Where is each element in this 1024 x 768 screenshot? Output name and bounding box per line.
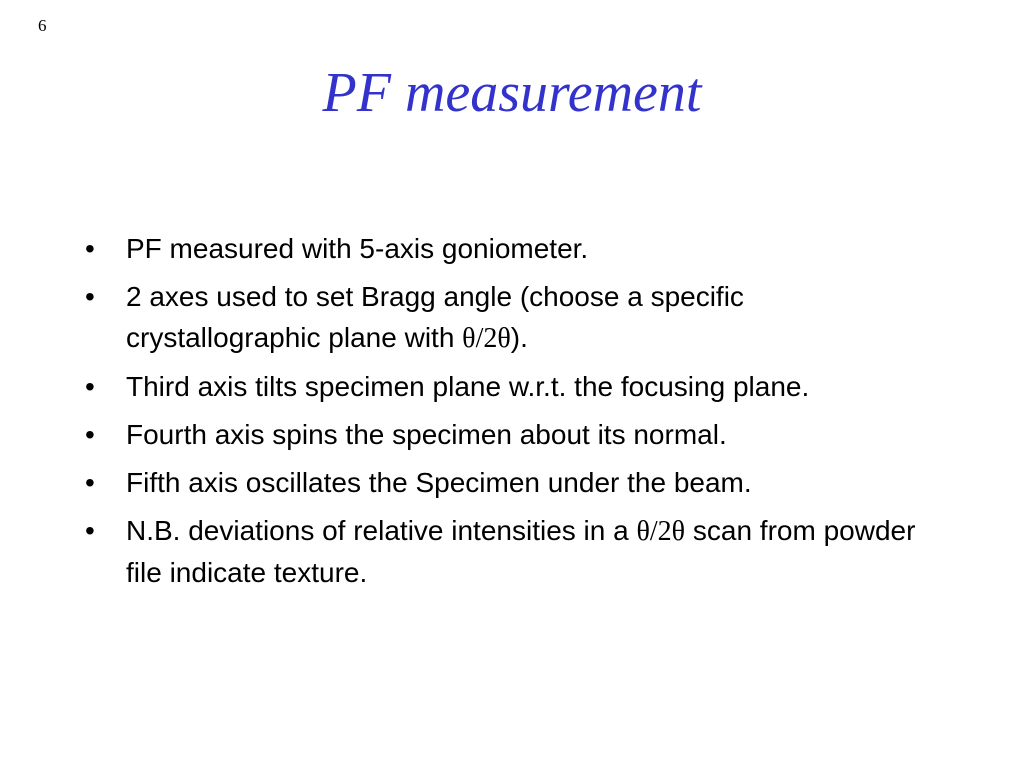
bullet-text xyxy=(126,414,945,455)
bullet-icon: • xyxy=(85,467,95,498)
bullet-icon: • xyxy=(85,371,95,402)
bullet-item xyxy=(85,510,945,593)
bullet-text xyxy=(126,366,945,407)
bullet-icon: • xyxy=(85,233,95,264)
bullet-text-main: Third axis tilts specimen plane w.r.t. the focusing plane. xyxy=(126,371,810,402)
bullet-text xyxy=(126,276,945,359)
bullet-list xyxy=(85,228,945,600)
bullet-text xyxy=(126,462,945,503)
slide-title: PF measurement xyxy=(322,62,702,124)
bullet-text xyxy=(126,228,945,269)
theta-2theta-symbol: θ/2θ xyxy=(636,516,686,547)
bullet-icon: • xyxy=(85,515,95,546)
bullet-text-tail: scan from powder file indicate texture. xyxy=(126,515,916,588)
bullet-item xyxy=(85,366,945,407)
bullet-text-main: PF measured with 5-axis goniometer. xyxy=(126,233,589,264)
bullet-item xyxy=(85,462,945,503)
bullet-text xyxy=(126,510,945,593)
bullet-text-main: N.B. deviations of relative intensities in a xyxy=(126,515,637,546)
bullet-item xyxy=(85,276,945,359)
slide-number: 6 xyxy=(38,16,47,35)
bullet-item xyxy=(85,228,945,269)
bullet-text-main: 2 axes used to set Bragg angle (choose a specific crystallographic plane with xyxy=(126,281,744,353)
bullet-item xyxy=(85,414,945,455)
bullet-text-tail: ). xyxy=(510,322,528,353)
bullet-text-main: Fourth axis spins the specimen about its normal. xyxy=(126,419,727,450)
bullet-icon: • xyxy=(85,419,95,450)
bullet-text-main: Fifth axis oscillates the Specimen under the beam. xyxy=(126,467,752,498)
theta-2theta-symbol: θ/2θ xyxy=(462,323,511,354)
bullet-icon: • xyxy=(85,281,95,312)
